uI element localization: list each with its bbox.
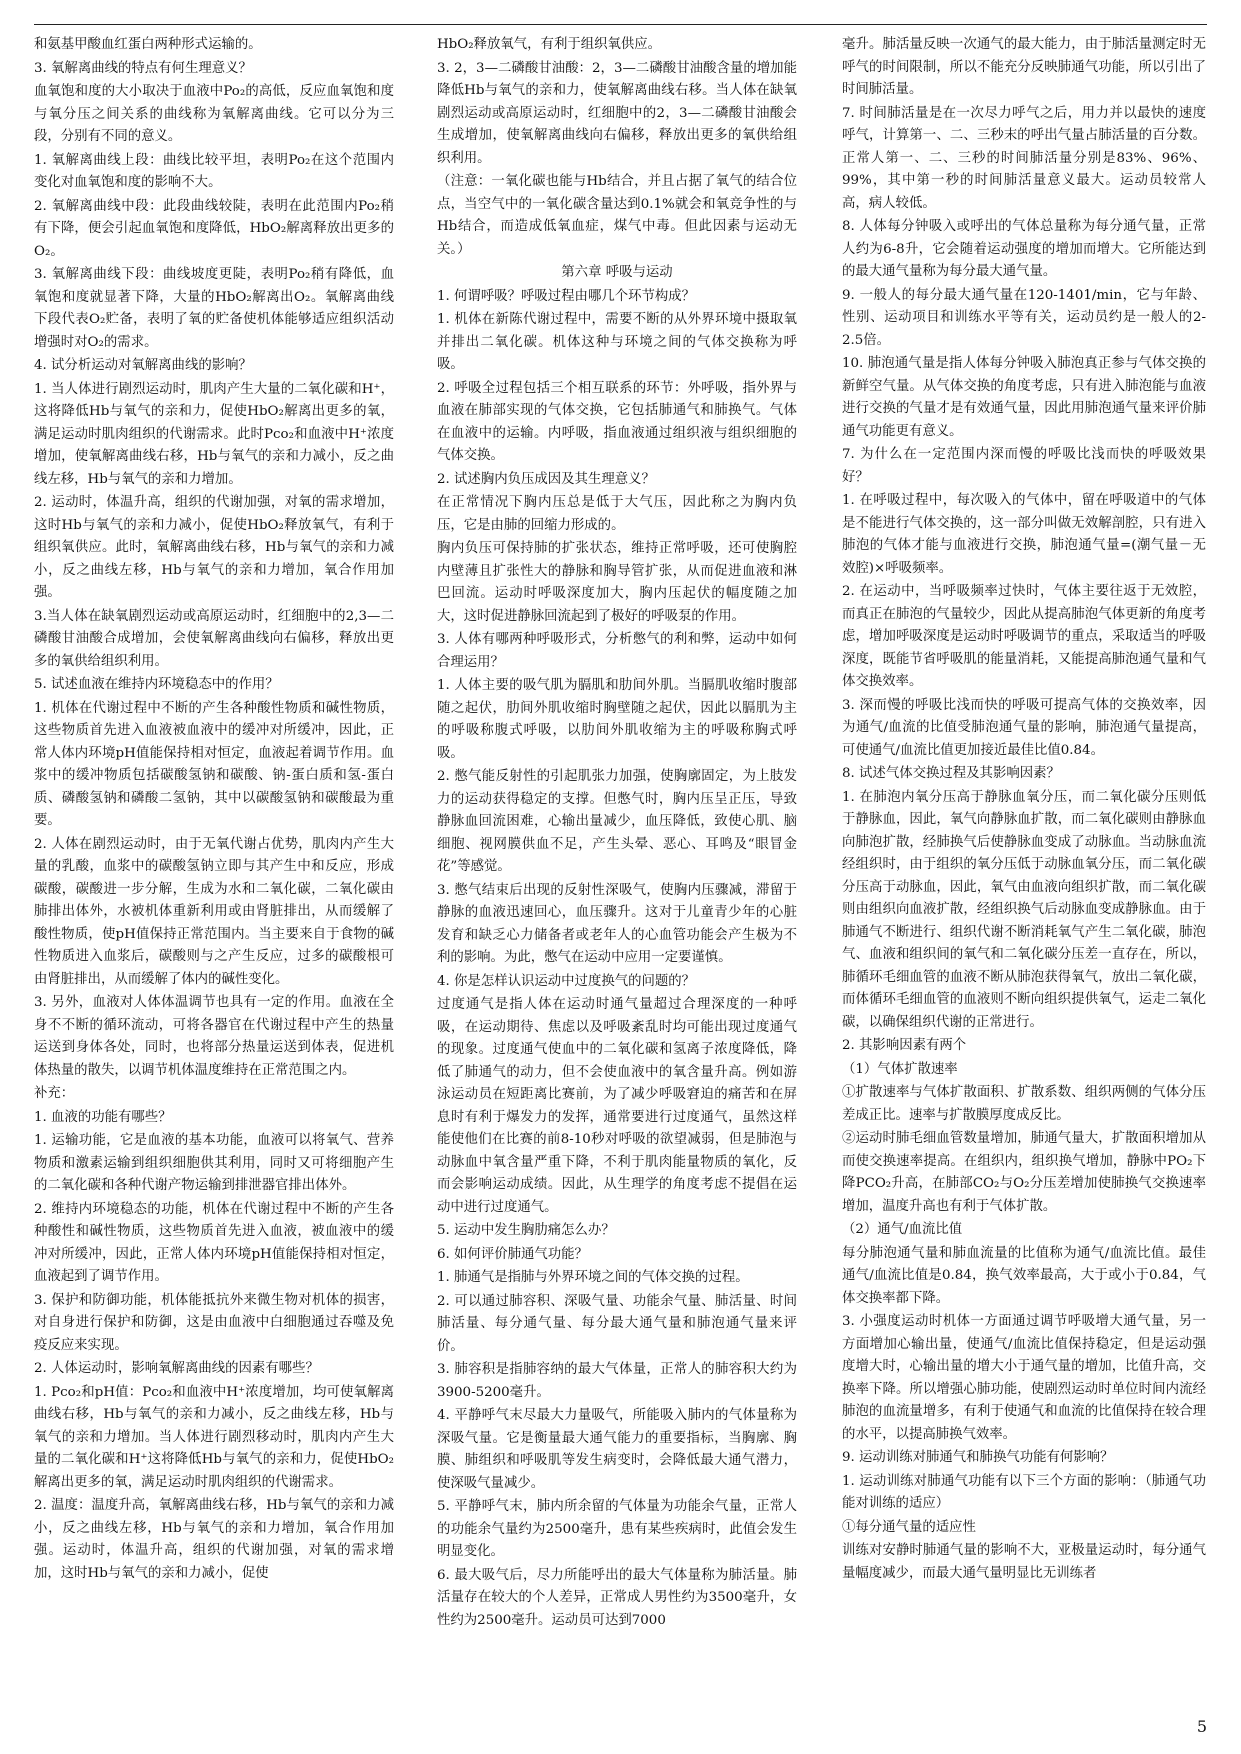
middle-paragraph: 过度通气是指人体在运动时通气量超过合理深度的一种呼吸，在运动期待、焦虑以及呼吸紊乱时均可能出现过度通气的现象。过度通气使血中的二氧化碳和氢离子浓度降低，降低了肺通气的动力，但不会使血液中的氧含量升高。例如游泳运动员在短距离比赛前，为了减少呼吸窘迫的痛苦和在屏息时有利于爆发力的发挥，通常要进行过度通气，虽然这样能使他们在比赛的前8-10秒对呼吸的欲望减弱，但是肺泡与动脉血中氧含量严重下降，不利于肌肉能量物质的氧化，反而会影响运动成绩。因此，从生理学的角度考虑不提倡在运动中进行过度通气。: [437, 997, 797, 1215]
middle-paragraph: 第六章 呼吸与运动: [561, 265, 673, 280]
page-number: 5: [1196, 1717, 1207, 1736]
right-paragraph: 1. 在肺泡内氧分压高于静脉血氧分压，而二氧化碳分压则低于静脉血，因此，氧气向静脉血扩散，而二氧化碳则由静脉血向肺泡扩散，经肺换气后使静脉血变成了动脉血。当动脉血流经组织时，由于组织的氧分压低于动脉血氧分压，而二氧化碳分压高于动脉血，因此，氧气由血液向组织扩散，而二氧化碳则由组织向血液扩散，经组织换气后动脉血变成静脉血。由于肺通气不断进行、组织代谢不断消耗氧气产生二氧化碳，肺泡气、血液和组织间的氧气和二氧化碳分压差一直存在，所以，肺循环毛细血管的血液不断从肺泡获得氧气，放出二氧化碳，而体循环毛细血管的血液则不断向组织提供氧气，运走二氧化碳，以确保组织代谢的正常进行。: [842, 789, 1206, 1030]
right-paragraph: （2）通气/血流比值: [842, 1222, 963, 1237]
middle-paragraph: 3. 憋气结束后出现的反射性深吸气，使胸内压骤减，滞留于静脉的血液迅速回心，血压骤升。这对于儿童青少年的心脏发育和缺乏心力储备者或老年人的心血管功能会产生极为不利的影响。为此，憋气在运动中应用一定要谨慎。: [437, 882, 797, 965]
right-paragraph: ②运动时肺毛细血管数量增加，肺通气量大，扩散面积增加从而使交换速率提高。在组织内，组织换气增加，静脉中PO₂下降PCO₂升高，在肺部CO₂与O₂分压差增加使肺换气交换速率增加，温度升高也有利于气体扩散。: [842, 1131, 1206, 1214]
middle-paragraph: 1. 人体主要的吸气肌为膈肌和肋间外肌。当膈肌收缩时腹部随之起伏，肋间外肌收缩时胸壁随之起伏，因此以膈肌为主的呼吸称腹式呼吸，以肋间外肌收缩为主的呼吸称胸式呼吸。: [437, 678, 797, 761]
middle-paragraph: 6. 最大吸气后，尽力所能呼出的最大气体量称为肺活量。肺活量存在较大的个人差异，正常成人男性约为3500毫升，女性约为2500毫升。运动员可达到7000: [437, 1567, 797, 1628]
left-paragraph: 2. 氧解离曲线中段：此段曲线较陡，表明在此范围内Po₂稍有下降，便会引起血氧饱和度降低，HbO₂解离释放出更多的O₂。: [34, 198, 394, 259]
left-paragraph: 2. 维持内环境稳态的功能，机体在代谢过程中不断的产生各种酸性和碱性物质，这些物质首先进入血液，被血液中的缓冲对所缓冲，因此，正常人体内环境pH值能保持相对恒定，血液起到了调节作用。: [34, 1201, 394, 1284]
left-paragraph: 1. Pco₂和pH值：Pco₂和血液中H⁺浓度增加，均可使氧解离曲线右移，Hb与氧气的亲和力减小，反之曲线左移，Hb与氧气的亲和力增加。当人体进行剧烈移动时，肌肉内产生大量的二氧化碳和H⁺这将降低Hb与氧气的亲和力，促使HbO₂解离出更多的氧，满足运动时肌肉组织的代谢需求。: [34, 1384, 394, 1490]
middle-paragraph: 5. 运动中发生胸肋痛怎么办？: [437, 1223, 615, 1238]
right-paragraph: 1. 在呼吸过程中，每次吸入的气体中，留在呼吸道中的气体是不能进行气体交换的，这一部分叫做无效解剖腔，只有进入肺泡的气体才能与血液进行交换，肺泡通气量=(潮气量－无效腔)×呼吸频率。: [842, 493, 1206, 576]
right-paragraph: 1. 运动训练对肺通气功能有以下三个方面的影响：（肺通气功能对训练的适应）: [842, 1473, 1206, 1511]
middle-paragraph: 3. 2，3—二磷酸甘油酸：2，3—二磷酸甘油酸含量的增加能降低Hb与氧气的亲和力，使氧解离曲线右移。当人体在缺氧剧烈运动或高原运动时，红细胞中的2，3—二磷酸甘油酸会生成增加，使氧解离曲线向右偏移，释放出更多的氧供给组织利用。: [437, 60, 797, 166]
right-paragraph: 2. 在运动中，当呼吸频率过快时，气体主要往返于无效腔，而真正在肺泡的气量较少，因此从提高肺泡气体更新的角度考虑，增加呼吸深度是运动时呼吸调节的重点，采取适当的呼吸深度，既能节省呼吸肌的能量消耗，又能提高肺泡通气量和气体交换效率。: [842, 584, 1206, 689]
left-paragraph: 1. 当人体进行剧烈运动时，肌肉产生大量的二氧化碳和H⁺，这将降低Hb与氧气的亲和力，促使HbO₂解离出更多的氧，满足运动时肌肉组织的代谢需求。此时Pco₂和血液中H⁺浓度增加，使氧解离曲线右移，Hb与氧气的亲和力减小，反之曲线左移，Hb与氧气的亲和力增加。: [34, 381, 394, 487]
right-paragraph: 2. 其影响因素有两个: [842, 1038, 967, 1053]
middle-column: [437, 34, 797, 1684]
middle-paragraph: 1. 机体在新陈代谢过程中，需要不断的从外界环境中摄取氧并排出二氧化碳。机体这种与环境之间的气体交换称为呼吸。: [437, 312, 797, 372]
right-paragraph: 3. 深而慢的呼吸比浅而快的呼吸可提高气体的交换效率，因为通气/血流的比值受肺泡通气量的影响，肺泡通气量提高，可使通气/血流比值更加接近最佳比值0.84。: [842, 697, 1206, 758]
left-paragraph: 补充：: [34, 1086, 75, 1101]
left-paragraph: 3. 另外，血液对人体体温调节也具有一定的作用。血液在全身不不断的循环流动，可将各器官在代谢过程中产生的热量运送到身体各处，同时，也将部分热量运送到体表，促进机体热量的散失，以调节机体温度维持在正常范围之内。: [34, 995, 394, 1078]
left-paragraph: 2. 运动时，体温升高，组织的代谢加强，对氧的需求增加，这时Hb与氧气的亲和力减小，促使HbO₂释放氧气，有利于组织氧供应。此时，氧解离曲线右移，Hb与氧气的亲和力减小，反之曲线左移，Hb与氧气的亲和力增加，氧合作用加强。: [34, 495, 394, 600]
middle-paragraph: 2. 憋气能反射性的引起肌张力加强，使胸廓固定，为上肢发力的运动获得稳定的支撑。但憋气时，胸内压呈正压，导致静脉血回流困难，心输出量减少，血压降低，致使心肌、脑细胞、视网膜供血不足，产生头晕、恶心、耳鸣及“眼冒金花”等感觉。: [437, 769, 797, 874]
right-column: [842, 34, 1206, 1684]
left-paragraph: 3.当人体在缺氧剧烈运动或高原运动时，红细胞中的2,3—二磷酸甘油酸合成增加，会使氧解离曲线向右偏移，释放出更多的氧供给组织利用。: [34, 608, 394, 669]
right-paragraph: ①扩散速率与气体扩散面积、扩散系数、组织两侧的气体分压差成正比。速率与扩散膜厚度成反比。: [842, 1085, 1206, 1123]
left-paragraph: 2. 人体运动时，影响氧解离曲线的因素有哪些？: [34, 1361, 319, 1376]
middle-paragraph: （注意：一氧化碳也能与Hb结合，并且占据了氧气的结合位点，当空气中的一氧化碳含量达到0.1%就会和氧竞争性的与Hb结合，而造成低氧血症，煤气中毒。但此因素与运动无关。）: [437, 174, 797, 257]
left-paragraph: 1. 运输功能，它是血液的基本功能，血液可以将氧气、营养物质和激素运输到组织细胞供其利用，同时又可将细胞产生的二氧化碳和各种代谢产物运输到排泄器官排出体外。: [34, 1133, 394, 1193]
left-paragraph: 3. 保护和防御功能，机体能抵抗外来微生物对机体的损害，对自身进行保护和防御，这是由血液中白细胞通过吞噬及免疫反应来实现。: [34, 1292, 394, 1353]
middle-paragraph: 3. 人体有哪两种呼吸形式，分析憋气的利和弊，运动中如何合理运用？: [437, 632, 797, 670]
middle-paragraph: 胸内负压可保持肺的扩张状态，维持正常呼吸，还可使胸腔内壁薄且扩张性大的静脉和胸导管扩张，从而促进血液和淋巴回流。运动时呼吸深度加大，胸内压起伏的幅度随之加大，这时促进静脉回流起到了极好的呼吸泵的作用。: [437, 541, 797, 624]
right-paragraph: 7. 时间肺活量是在一次尽力呼气之后，用力并以最快的速度呼气，计算第一、二、三秒末的呼出气量占肺活量的百分数。正常人第一、二、三秒的时间肺活量分别是83%、96%、99%，其中第一秒的时间肺活量意义最大。运动员较常人高，病人较低。: [842, 105, 1206, 211]
right-paragraph: ①每分通气量的适应性: [842, 1519, 976, 1535]
left-paragraph: 2. 温度：温度升高，氧解离曲线右移，Hb与氧气的亲和力减小，反之曲线左移，Hb与氧气的亲和力增加，氧合作用加强。运动时，体温升高，组织的代谢加强，对氧的需求增加，这时Hb与氧气的亲和力减小，促使: [34, 1498, 394, 1581]
left-paragraph: 和氨基甲酸血红蛋白两种形式运输的。: [34, 37, 262, 52]
left-paragraph: 5. 试述血液在维持内环境稳态中的作用？: [34, 677, 279, 692]
middle-paragraph: 2. 呼吸全过程包括三个相互联系的环节：外呼吸，指外界与血液在肺部实现的气体交换，它包括肺通气和肺换气。气体在血液中的运输。内呼吸，指血液通过组织液与组织细胞的气体交换。: [437, 380, 797, 463]
right-paragraph: 训练对安静时肺通气量的影响不大，亚极量运动时，每分通气量幅度减少，而最大通气量明显比无训练者: [842, 1543, 1206, 1581]
left-paragraph: 3. 氧解离曲线的特点有何生理意义？: [34, 60, 252, 76]
left-paragraph: 2. 人体在剧烈运动时，由于无氧代谢占优势，肌肉内产生大量的乳酸，血浆中的碳酸氢钠立即与其产生中和反应，形成碳酸，碳酸进一步分解，生成为水和二氧化碳，二氧化碳由肺排出体外，水被机体重新利用或由肾脏排出，从而缓解了酸性物质，使pH值保持正常范围内。当主要来自于食物的碱性物质进入血浆后，碳酸则与之产生反应，过多的碳酸根可由肾脏排出，从而缓解了体内的碱性变化。: [34, 836, 394, 987]
left-column: [34, 34, 394, 1684]
middle-paragraph: 2. 试述胸内负压成因及其生理意义？: [437, 471, 655, 487]
left-paragraph: 1. 机体在代谢过程中不断的产生各种酸性物质和碱性物质，这些物质首先进入血液被血液中的缓冲对所缓冲，因此，正常人体内环境pH值能保持相对恒定，血液起着调节作用。血浆中的缓冲物质包括碳酸氢钠和碳酸、钠-蛋白质和氢-蛋白质、磷酸氢钠和磷酸二氢钠，其中以碳酸氢钠和碳酸最为重要。: [34, 700, 394, 828]
left-paragraph: 1. 氧解离曲线上段：曲线比较平坦，表明Po₂在这个范围内变化对血氧饱和度的影响不大。: [34, 152, 394, 190]
right-paragraph: 7. 为什么在一定范围内深而慢的呼吸比浅而快的呼吸效果好？: [842, 447, 1206, 485]
middle-paragraph: 4. 平静呼气末尽最大力量吸气，所能吸入肺内的气体量称为深吸气量。它是衡量最大通气能力的重要指标，当胸廓、胸膜、肺组织和呼吸肌等发生病变时，会降低最大通气潜力，使深吸气量减少。: [437, 1408, 797, 1491]
middle-paragraph: 1. 肺通气是指肺与外界环境之间的气体交换的过程。: [437, 1270, 749, 1285]
middle-paragraph: 在正常情况下胸内压总是低于大气压，因此称之为胸内负压，它是由肺的回缩力形成的。: [437, 495, 797, 533]
right-paragraph: 3. 小强度运动时机体一方面通过调节呼吸增大通气量，另一方面增加心输出量，使通气/血流比值保持稳定，但是运动强度增大时，心输出量的增大小于通气量的增加，比值升高，交换率下降。所以增强心肺功能，使剧烈运动时单位时间内流经肺泡的血流量增多，有利于使通气和血流的比值保持在较合理的水平，以提高肺换气效率。: [842, 1314, 1206, 1442]
middle-paragraph: 5. 平静呼气末，肺内所余留的气体量为功能余气量，正常人的功能余气量约为2500毫升，患有某些疾病时，此值会发生明显变化。: [437, 1499, 797, 1559]
right-paragraph: 9. 一般人的每分最大通气量在120-1401/min，它与年龄、性别、运动项目和训练水平等有关，运动员约是一般人的2-2.5倍。: [842, 287, 1206, 348]
right-paragraph: 毫升。肺活量反映一次通气的最大能力，由于肺活量测定时无呼气的时间限制，所以不能充分反映肺通气功能，所以引出了时间肺活量。: [842, 37, 1206, 97]
right-paragraph: 8. 人体每分钟吸入或呼出的气体总量称为每分通气量，正常人约为6-8升，它会随着运动强度的增加而增大。它所能达到的最大通气量称为每分最大通气量。: [842, 219, 1206, 279]
middle-paragraph: 3. 肺容积是指肺容纳的最大气体量，正常人的肺容积大约为3900-5200毫升。: [437, 1362, 797, 1400]
right-paragraph: 每分肺泡通气量和肺血流量的比值称为通气/血流比值。最佳通气/血流比值是0.84，换气效率最高，大于或小于0.84，气体交换率都下降。: [842, 1245, 1206, 1306]
middle-paragraph: HbO₂释放氧气，有利于组织氧供应。: [437, 37, 662, 52]
right-paragraph: 10. 肺泡通气量是指人体每分钟吸入肺泡真正参与气体交换的新鲜空气量。从气体交换的角度考虑，只有进入肺泡能与血液进行交换的气量才是有效通气量，因此用肺泡通气量来评价肺通气功能更有意义。: [842, 356, 1206, 439]
left-paragraph: 1. 血液的功能有哪些？: [34, 1109, 172, 1125]
right-paragraph: （1）气体扩散速率: [842, 1061, 958, 1077]
middle-paragraph: 4. 你是怎样认识运动中过度换气的问题的？: [437, 973, 696, 989]
middle-paragraph: 6. 如何评价肺通气功能？: [437, 1246, 588, 1262]
right-paragraph: 8. 试述气体交换过程及其影响因素？: [842, 766, 1060, 781]
right-paragraph: 9. 运动训练对肺通气和肺换气功能有何影响？: [842, 1450, 1114, 1465]
middle-paragraph: 1. 何谓呼吸？呼吸过程由哪几个环节构成？: [437, 288, 696, 304]
middle-paragraph: 2. 可以通过肺容积、深吸气量、功能余气量、肺活量、时间肺活量、每分通气量、每分最大通气量和肺泡通气量来评价。: [437, 1293, 797, 1354]
left-paragraph: 3. 氧解离曲线下段：曲线坡度更陡，表明Po₂稍有降低，血氧饱和度就显著下降，大量的HbO₂解离出O₂。氧解离曲线下段代表O₂贮备，表明了氧的贮备使机体能够适应组织活动增强时对O₂的需求。: [34, 267, 394, 350]
left-paragraph: 4. 试分析运动对氧解离曲线的影响？: [34, 358, 252, 373]
left-paragraph: 血氧饱和度的大小取决于血液中Po₂的高低，反应血氧饱和度与氧分压之间关系的曲线称为氧解离曲线。它可以分为三段，分别有不同的意义。: [34, 84, 394, 144]
header-rule: [34, 24, 1207, 25]
